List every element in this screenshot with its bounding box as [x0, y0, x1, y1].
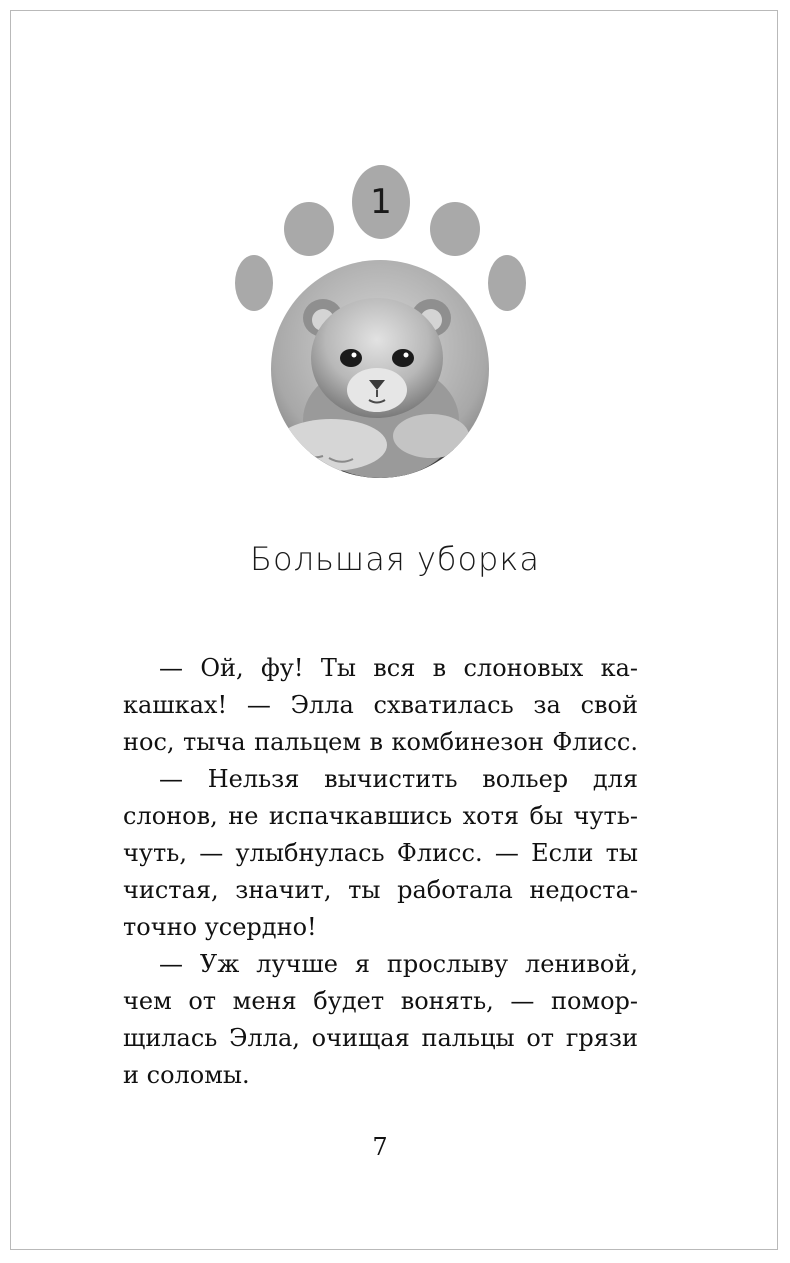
- text-line: точно усердно!: [123, 913, 317, 941]
- text-line: чуть, — улыбнулась Флисс. — Если ты: [123, 839, 638, 867]
- chapter-body: [123, 650, 638, 1094]
- page-number: 7: [372, 1133, 388, 1161]
- chapter-title: Большая уборка: [250, 540, 540, 578]
- paw-toe-right-outer: [488, 255, 526, 311]
- paw-toe-left-inner: [284, 202, 334, 256]
- paw-toe-left-outer: [235, 255, 273, 311]
- paw-print-header: [0, 0, 790, 500]
- text-line: чем от меня будет вонять, — помор-: [123, 987, 638, 1015]
- chapter-number: 1: [352, 165, 410, 239]
- text-line: слонов, не испачкавшись хотя бы чуть-: [123, 802, 638, 830]
- text-line: — Ой, фу! Ты вся в слоновых ка-: [159, 654, 638, 682]
- text-line: кашках! — Элла схватилась за свой: [123, 691, 638, 719]
- lion-cub-illustration: [271, 260, 489, 478]
- text-line: и соломы.: [123, 1061, 250, 1089]
- text-line: — Нельзя вычистить вольер для: [159, 765, 638, 793]
- text-line: щилась Элла, очищая пальцы от грязи: [123, 1024, 638, 1052]
- text-line: нос, тыча пальцем в комбинезон Флисс.: [123, 728, 638, 756]
- paw-toe-right-inner: [430, 202, 480, 256]
- text-line: — Уж лучше я прослыву ленивой,: [159, 950, 638, 978]
- text-line: чистая, значит, ты работала недоста-: [123, 876, 638, 904]
